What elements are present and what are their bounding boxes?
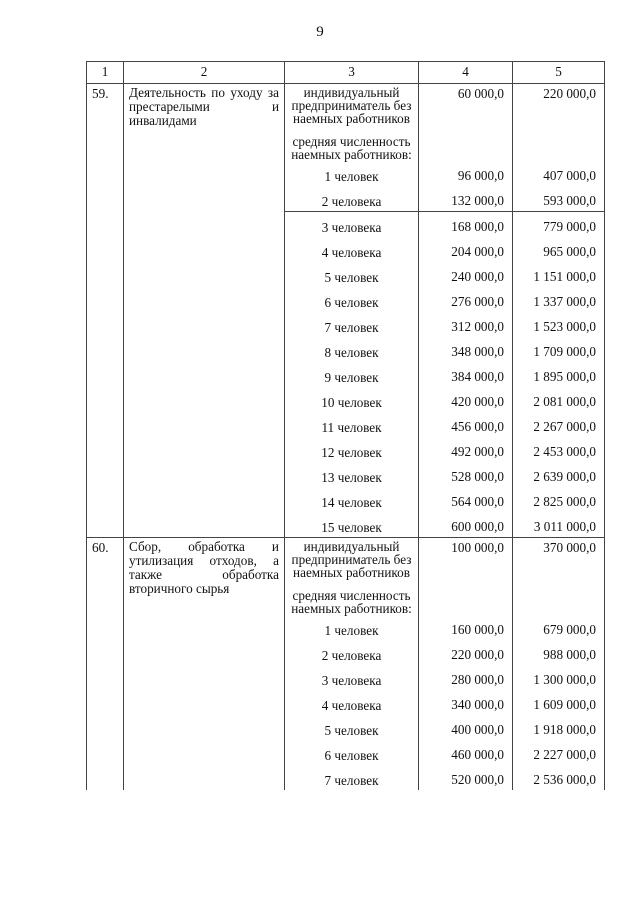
empty-cell bbox=[124, 740, 285, 765]
staff-label: средняя численность наемных работников: bbox=[291, 588, 412, 616]
empty-cell bbox=[124, 715, 285, 740]
empty-cell bbox=[87, 740, 124, 765]
empty-cell bbox=[87, 186, 124, 212]
empty-cell bbox=[124, 212, 285, 238]
empty-cell bbox=[87, 665, 124, 690]
value-col5: 407 000,0 bbox=[513, 161, 605, 186]
table-row bbox=[87, 640, 605, 665]
table-row bbox=[87, 387, 605, 412]
staff-count-label: 5 человек bbox=[285, 262, 419, 287]
empty-cell bbox=[87, 512, 124, 538]
value-col4: 276 000,0 bbox=[419, 287, 513, 312]
value-col4: 96 000,0 bbox=[419, 161, 513, 186]
empty-cell bbox=[87, 462, 124, 487]
value-col5: 2 825 000,0 bbox=[513, 487, 605, 512]
value-col5: 2 536 000,0 bbox=[513, 765, 605, 790]
table-row bbox=[87, 186, 605, 212]
table-row bbox=[87, 665, 605, 690]
value-col5: 1 895 000,0 bbox=[513, 362, 605, 387]
table-row bbox=[87, 690, 605, 715]
empty-cell bbox=[87, 387, 124, 412]
value-col5: 2 227 000,0 bbox=[513, 740, 605, 765]
empty-cell bbox=[124, 287, 285, 312]
value-col4: 280 000,0 bbox=[419, 665, 513, 690]
empty-cell bbox=[124, 640, 285, 665]
value-col4: 100 000,0 bbox=[419, 538, 513, 616]
empty-cell bbox=[124, 690, 285, 715]
empty-cell bbox=[87, 690, 124, 715]
value-col5: 2 267 000,0 bbox=[513, 412, 605, 437]
empty-cell bbox=[124, 665, 285, 690]
value-col5: 779 000,0 bbox=[513, 212, 605, 238]
empty-cell bbox=[124, 262, 285, 287]
value-col5: 2 081 000,0 bbox=[513, 387, 605, 412]
value-col5: 988 000,0 bbox=[513, 640, 605, 665]
value-col4: 384 000,0 bbox=[419, 362, 513, 387]
table-row bbox=[87, 287, 605, 312]
empty-cell bbox=[87, 262, 124, 287]
value-col4: 528 000,0 bbox=[419, 462, 513, 487]
table-row bbox=[87, 362, 605, 387]
activity-name: Сбор, обработка и утилизация отходов, а также обработка вторичного сырья bbox=[124, 538, 285, 616]
staff-count-label: 5 человек bbox=[285, 715, 419, 740]
value-col5: 1 918 000,0 bbox=[513, 715, 605, 740]
staff-label: средняя численность наемных работников: bbox=[291, 134, 412, 162]
staff-count-label: 3 человека bbox=[285, 665, 419, 690]
empty-cell bbox=[124, 362, 285, 387]
value-col4: 420 000,0 bbox=[419, 387, 513, 412]
empty-cell bbox=[124, 437, 285, 462]
value-col4: 492 000,0 bbox=[419, 437, 513, 462]
staff-count-label: 4 человека bbox=[285, 237, 419, 262]
empty-cell bbox=[87, 337, 124, 362]
table-row bbox=[87, 462, 605, 487]
value-col4: 564 000,0 bbox=[419, 487, 513, 512]
value-col4: 168 000,0 bbox=[419, 212, 513, 238]
column-header-1: 1 bbox=[87, 62, 124, 84]
entry-row bbox=[87, 84, 605, 162]
empty-cell bbox=[124, 387, 285, 412]
table-row bbox=[87, 765, 605, 790]
value-col5: 220 000,0 bbox=[513, 84, 605, 162]
value-col5: 965 000,0 bbox=[513, 237, 605, 262]
table-row bbox=[87, 312, 605, 337]
value-col5: 1 709 000,0 bbox=[513, 337, 605, 362]
staff-count-label: 13 человек bbox=[285, 462, 419, 487]
empty-cell bbox=[124, 412, 285, 437]
value-col5: 1 151 000,0 bbox=[513, 262, 605, 287]
empty-cell bbox=[87, 640, 124, 665]
staff-count-label: 12 человек bbox=[285, 437, 419, 462]
category-cell bbox=[285, 84, 419, 162]
value-col4: 348 000,0 bbox=[419, 337, 513, 362]
value-col5: 370 000,0 bbox=[513, 538, 605, 616]
value-col4: 340 000,0 bbox=[419, 690, 513, 715]
table-row bbox=[87, 437, 605, 462]
table-row bbox=[87, 487, 605, 512]
value-col5: 2 453 000,0 bbox=[513, 437, 605, 462]
staff-count-label: 7 человек bbox=[285, 312, 419, 337]
value-col4: 220 000,0 bbox=[419, 640, 513, 665]
column-header-3: 3 bbox=[285, 62, 419, 84]
value-col4: 240 000,0 bbox=[419, 262, 513, 287]
entrepreneur-label: индивидуальный предприниматель без наемных работников bbox=[291, 539, 412, 580]
value-col4: 456 000,0 bbox=[419, 412, 513, 437]
entry-number: 60. bbox=[87, 538, 124, 616]
empty-cell bbox=[124, 462, 285, 487]
empty-cell bbox=[124, 186, 285, 212]
empty-cell bbox=[124, 312, 285, 337]
staff-count-label: 4 человека bbox=[285, 690, 419, 715]
empty-cell bbox=[87, 715, 124, 740]
empty-cell bbox=[124, 161, 285, 186]
empty-cell bbox=[87, 312, 124, 337]
empty-cell bbox=[124, 512, 285, 538]
value-col4: 204 000,0 bbox=[419, 237, 513, 262]
empty-cell bbox=[87, 437, 124, 462]
tariff-table bbox=[86, 61, 605, 790]
staff-count-label: 9 человек bbox=[285, 362, 419, 387]
entry-number: 59. bbox=[87, 84, 124, 162]
table-row bbox=[87, 262, 605, 287]
value-col5: 3 011 000,0 bbox=[513, 512, 605, 538]
staff-count-label: 6 человек bbox=[285, 287, 419, 312]
table-header bbox=[87, 62, 605, 84]
empty-cell bbox=[87, 287, 124, 312]
value-col4: 60 000,0 bbox=[419, 84, 513, 162]
value-col4: 132 000,0 bbox=[419, 186, 513, 212]
empty-cell bbox=[87, 487, 124, 512]
empty-cell bbox=[124, 237, 285, 262]
column-header-4: 4 bbox=[419, 62, 513, 84]
empty-cell bbox=[124, 765, 285, 790]
table-row bbox=[87, 161, 605, 186]
empty-cell bbox=[87, 362, 124, 387]
table-row bbox=[87, 740, 605, 765]
staff-count-label: 2 человека bbox=[285, 640, 419, 665]
value-col5: 2 639 000,0 bbox=[513, 462, 605, 487]
value-col5: 679 000,0 bbox=[513, 615, 605, 640]
value-col5: 1 523 000,0 bbox=[513, 312, 605, 337]
page-number: 9 bbox=[316, 24, 324, 40]
table-row bbox=[87, 212, 605, 238]
tariff-table-frame bbox=[86, 61, 604, 790]
value-col4: 160 000,0 bbox=[419, 615, 513, 640]
value-col5: 1 300 000,0 bbox=[513, 665, 605, 690]
category-cell bbox=[285, 538, 419, 616]
empty-cell bbox=[87, 412, 124, 437]
entry-row bbox=[87, 538, 605, 616]
table-row bbox=[87, 337, 605, 362]
table-row bbox=[87, 715, 605, 740]
empty-cell bbox=[87, 161, 124, 186]
staff-count-label: 10 человек bbox=[285, 387, 419, 412]
table-row bbox=[87, 615, 605, 640]
entrepreneur-label: индивидуальный предприниматель без наемных работников bbox=[291, 85, 412, 126]
empty-cell bbox=[124, 487, 285, 512]
table-row bbox=[87, 512, 605, 538]
staff-count-label: 11 человек bbox=[285, 412, 419, 437]
value-col4: 312 000,0 bbox=[419, 312, 513, 337]
staff-count-label: 15 человек bbox=[285, 512, 419, 538]
staff-count-label: 14 человек bbox=[285, 487, 419, 512]
value-col4: 460 000,0 bbox=[419, 740, 513, 765]
staff-count-label: 7 человек bbox=[285, 765, 419, 790]
table-row bbox=[87, 412, 605, 437]
column-header-2: 2 bbox=[124, 62, 285, 84]
empty-cell bbox=[87, 212, 124, 238]
empty-cell bbox=[87, 237, 124, 262]
table-body bbox=[87, 84, 605, 791]
staff-count-label: 1 человек bbox=[285, 615, 419, 640]
value-col5: 1 337 000,0 bbox=[513, 287, 605, 312]
empty-cell bbox=[124, 337, 285, 362]
empty-cell bbox=[124, 615, 285, 640]
value-col5: 1 609 000,0 bbox=[513, 690, 605, 715]
staff-count-label: 2 человека bbox=[285, 186, 419, 212]
value-col4: 600 000,0 bbox=[419, 512, 513, 538]
staff-count-label: 3 человека bbox=[285, 212, 419, 238]
staff-count-label: 1 человек bbox=[285, 161, 419, 186]
staff-count-label: 6 человек bbox=[285, 740, 419, 765]
empty-cell bbox=[87, 615, 124, 640]
staff-count-label: 8 человек bbox=[285, 337, 419, 362]
value-col5: 593 000,0 bbox=[513, 186, 605, 212]
value-col4: 400 000,0 bbox=[419, 715, 513, 740]
value-col4: 520 000,0 bbox=[419, 765, 513, 790]
column-header-5: 5 bbox=[513, 62, 605, 84]
activity-name: Деятельность по уходу за престарелыми и инвалидами bbox=[124, 84, 285, 162]
table-row bbox=[87, 237, 605, 262]
empty-cell bbox=[87, 765, 124, 790]
